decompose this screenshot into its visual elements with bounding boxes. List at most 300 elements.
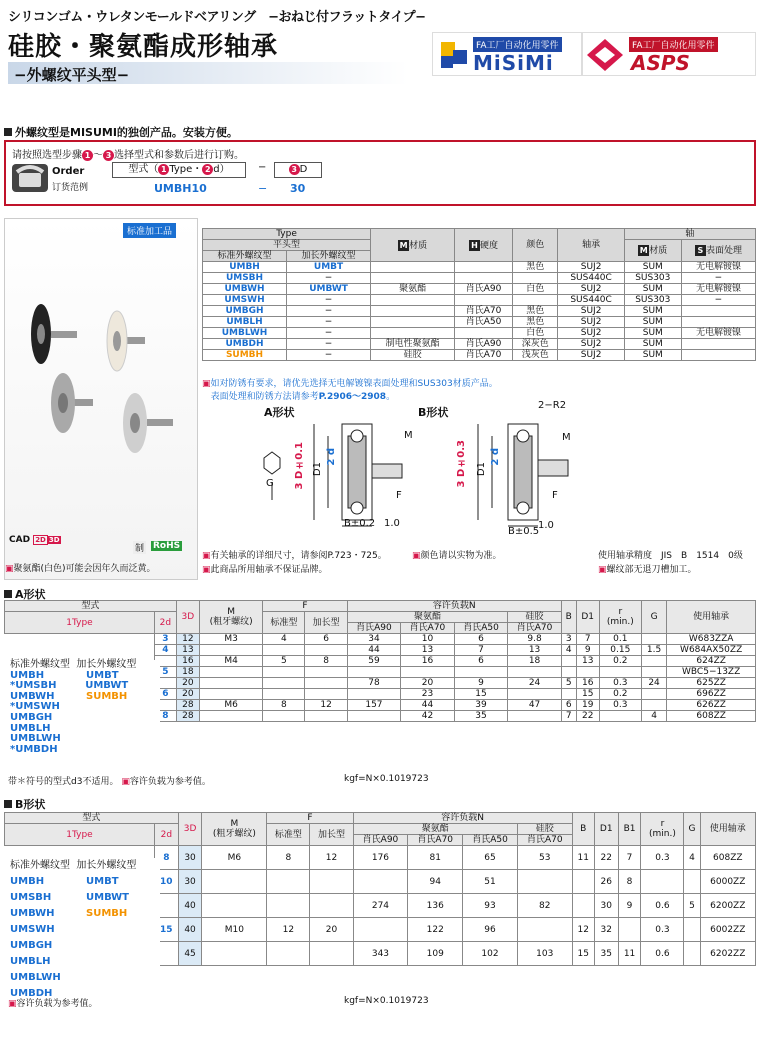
spec-cell xyxy=(371,295,455,306)
note-brand: ▣此商品所用轴承不保证品牌。 xyxy=(202,565,328,575)
drawing-m-b: M xyxy=(562,432,571,443)
spec-cell: 聚氨酯 xyxy=(371,284,455,295)
a-type-umblh: UMBLH xyxy=(10,722,51,734)
spec-cell: SUS440C xyxy=(558,273,624,284)
a-cell xyxy=(561,656,576,667)
b-cell: 274 xyxy=(353,894,408,918)
a-std-h: 标准型 xyxy=(263,612,305,634)
spec-cell: − xyxy=(287,273,371,284)
b-cell: 45 xyxy=(178,942,202,966)
drawing-a-label: A形状 xyxy=(264,406,295,419)
a-type-umsbh: UMSBH xyxy=(15,680,57,692)
a-D-h: 3D xyxy=(176,601,199,634)
b-type-umbwh: UMBWH xyxy=(10,908,55,919)
a-cell: 28 xyxy=(176,700,199,711)
note-urethane-text: 聚氨酯(白色)可能会因年久而泛黄。 xyxy=(13,564,156,574)
col1-post: ） xyxy=(219,164,230,175)
a-cell: 19 xyxy=(576,700,599,711)
b-cell: 0.3 xyxy=(641,918,684,942)
a-cell: 13 xyxy=(401,645,455,656)
a-cell: 9 xyxy=(576,645,599,656)
spec-cell: SUJ2 xyxy=(558,306,624,317)
spec-row xyxy=(203,273,756,284)
note-thread: ▣螺纹部无退刀槽加工。 xyxy=(598,565,697,575)
a-cell: 0.1 xyxy=(599,634,641,645)
b-cell: 51 xyxy=(463,870,518,894)
a-cell: M4 xyxy=(199,656,262,667)
a-ext-h: 加长型 xyxy=(305,612,347,634)
spec-note1: 如对防锈有要求，请优先选择无电解镀镍表面处理和SUS303材质产品。 xyxy=(210,379,498,389)
b-cell: 176 xyxy=(353,846,408,870)
a-cell: W684AX50ZZ xyxy=(667,645,756,656)
order-val-dash: − xyxy=(258,182,268,195)
note-brand-text: 此商品所用轴承不保证品牌。 xyxy=(210,565,328,575)
a-cell: 13 xyxy=(508,645,562,656)
instr-post: 选择型式和参数后进行订购。 xyxy=(114,150,244,161)
a-cell: 42 xyxy=(401,711,455,722)
spec-row xyxy=(203,317,756,328)
spec-cell: UMBH xyxy=(203,262,287,273)
b-cell xyxy=(353,918,408,942)
a-f-h: F xyxy=(263,601,347,612)
spec-cell: 深灰色 xyxy=(512,339,558,350)
b-cell: 9 xyxy=(618,894,641,918)
a-cell: 18 xyxy=(508,656,562,667)
spec-mat-h xyxy=(371,229,455,262)
misumi-logo xyxy=(432,32,582,76)
cad-label xyxy=(9,535,61,545)
b-type-umswh: UMSWH xyxy=(10,924,55,935)
drawing-one-a: 1.0 xyxy=(384,518,400,529)
note-bearing-detail: ▣有关轴承的详细尺寸，请参阅P.723・725。 xyxy=(202,551,387,561)
b-cell: 30 xyxy=(178,846,202,870)
b-cell: 40 xyxy=(178,894,202,918)
drawing-d-a: 3 D±0.1 xyxy=(294,442,305,490)
spec-cell: SUM xyxy=(624,317,681,328)
a-cell xyxy=(347,689,401,700)
a-type-umblwh: UMBLWH xyxy=(10,733,61,745)
b-b1-h: B1 xyxy=(618,813,641,846)
b-cell xyxy=(641,870,684,894)
a-bearing-h: 使用轴承 xyxy=(667,601,756,634)
drawing-one-b: 1.0 xyxy=(538,520,554,531)
spec-shaft-h: 轴 xyxy=(624,229,755,240)
mat-sq: M xyxy=(399,240,408,250)
b-cell: 81 xyxy=(408,846,463,870)
b-cell xyxy=(267,942,310,966)
a-cell xyxy=(561,689,576,700)
b-cell xyxy=(517,918,572,942)
a-cell xyxy=(305,667,347,678)
a-type-umbh: UMBH xyxy=(10,669,45,681)
spec-row xyxy=(203,306,756,317)
b-cell xyxy=(202,942,267,966)
b-cell: 35 xyxy=(594,942,618,966)
b-cell: 20 xyxy=(310,918,353,942)
a-cell: 15 xyxy=(454,689,508,700)
b-cell: 608ZZ xyxy=(700,846,755,870)
spec-cell: SUJ2 xyxy=(558,350,624,361)
a-cell: 4 xyxy=(263,634,305,645)
a-cell: M3 xyxy=(199,634,262,645)
a-cell: 5 xyxy=(263,656,305,667)
step3-badge: 3 xyxy=(103,150,114,161)
b-D-h: 3D xyxy=(178,813,202,846)
a-cell: 3 xyxy=(155,634,177,645)
spec-cell: SUS440C xyxy=(558,295,624,306)
a-h70b: 肖氏A70 xyxy=(508,623,562,634)
a-cell: 16 xyxy=(176,656,199,667)
a-cell xyxy=(199,711,262,722)
a-cell xyxy=(263,689,305,700)
a-cell xyxy=(599,711,641,722)
a-cell xyxy=(305,645,347,656)
a-cell xyxy=(454,667,508,678)
a-h70: 肖氏A70 xyxy=(401,623,455,634)
a-type-l: 1Type xyxy=(5,612,155,634)
a-types-ext: 加长外螺纹型 xyxy=(76,659,137,670)
spec-cell: SUM xyxy=(624,284,681,295)
a-cell: W683ZZA xyxy=(667,634,756,645)
spec-cell xyxy=(681,339,755,350)
b-h50: 肖氏A50 xyxy=(463,835,518,846)
a-cell: 28 xyxy=(176,711,199,722)
b-std-h: 标准型 xyxy=(267,824,310,846)
a-cell: 0.15 xyxy=(599,645,641,656)
spec-note2-end: 。 xyxy=(386,392,396,402)
b-cell: 8 xyxy=(618,870,641,894)
spec-cell: 白色 xyxy=(512,284,558,295)
b-cell xyxy=(684,918,700,942)
b-cell: M6 xyxy=(202,846,267,870)
a-note1: 带＊符号的型式d3不适用。 ▣容许负载为参考值。 xyxy=(8,777,211,787)
spec-cell: 肖氏A70 xyxy=(455,306,513,317)
order-val-type: UMBH10 xyxy=(154,182,207,195)
a-cell: 7 xyxy=(561,711,576,722)
a-g-h: G xyxy=(641,601,666,634)
a-d-l: 2d xyxy=(155,612,177,634)
a-cell xyxy=(347,711,401,722)
spec-cell: 黑色 xyxy=(512,306,558,317)
a-cell: 6 xyxy=(454,634,508,645)
drawing-d1-a: D1 xyxy=(312,462,323,477)
a-cell: 6 xyxy=(155,689,177,700)
a-m-sub: (粗牙螺纹) xyxy=(209,617,253,627)
spec-cell: SUM xyxy=(624,339,681,350)
b-type-umbdh: UMBDH xyxy=(10,988,53,999)
asps-diamond-icon xyxy=(585,37,625,73)
b-cell: 26 xyxy=(594,870,618,894)
b-cell xyxy=(310,894,353,918)
a-cell xyxy=(508,667,562,678)
asps-tag: FA工厂自动化用零件 xyxy=(629,37,718,52)
spec-cell: UMBT xyxy=(287,262,371,273)
a-r: r xyxy=(618,607,623,617)
bearings-image xyxy=(7,279,197,539)
hard-sq: H xyxy=(469,240,480,251)
mat-text: 材质 xyxy=(409,240,428,251)
b-cell: M10 xyxy=(202,918,267,942)
col1-d: d xyxy=(213,164,220,175)
a-table-row xyxy=(5,634,756,645)
spec-cell: UMBGH xyxy=(203,306,287,317)
spec-flat-h: 平头型 xyxy=(203,240,371,251)
a-cell: 5 xyxy=(561,678,576,689)
spec-bearing-h: 轴承 xyxy=(558,229,624,262)
a-cell xyxy=(576,667,599,678)
spec-cell xyxy=(455,273,513,284)
spec-cell xyxy=(512,273,558,284)
a-cell: 8 xyxy=(263,700,305,711)
b-cell xyxy=(572,870,594,894)
b-cell: 102 xyxy=(463,942,518,966)
page-subtitle: −外螺纹平头型− xyxy=(8,62,408,84)
a-cell: 5 xyxy=(155,667,177,678)
intro-text: 外螺纹型是MISUMI的独创产品。安装方便。 xyxy=(4,124,238,140)
a-cell: 3 xyxy=(561,634,576,645)
a-cell: 44 xyxy=(347,645,401,656)
spec-cell: 肖氏A90 xyxy=(455,284,513,295)
a-cell xyxy=(199,689,262,700)
header-jp: シリコンゴム・ウレタンモールドベアリング −おねじ付フラットタイプ− xyxy=(8,10,426,25)
b-cell: 65 xyxy=(463,846,518,870)
b-h90: 肖氏A90 xyxy=(353,835,408,846)
spec-row xyxy=(203,339,756,350)
spec-cell: − xyxy=(287,306,371,317)
spec-cell: SUS303 xyxy=(624,273,681,284)
spec-cell xyxy=(371,262,455,273)
spec-cell: SUM xyxy=(624,262,681,273)
a-cell: 13 xyxy=(176,645,199,656)
spec-cell: 无电解镀镍 xyxy=(681,262,755,273)
a-m: M xyxy=(227,607,235,617)
a-cell: 34 xyxy=(347,634,401,645)
b-d1-h: D1 xyxy=(594,813,618,846)
a-h90: 肖氏A90 xyxy=(347,623,401,634)
asps-wordmark: ASPS xyxy=(631,51,690,75)
rohs-badge: RoHS xyxy=(153,541,181,551)
a-cell xyxy=(199,667,262,678)
a-cell: 18 xyxy=(176,667,199,678)
cad-2d-badge[interactable]: 2D xyxy=(35,536,46,544)
b-type-umbh: UMBH xyxy=(10,876,45,887)
spec-cell: SUJ2 xyxy=(558,339,624,350)
a-cell xyxy=(263,678,305,689)
b-cell: 10 xyxy=(155,870,179,894)
a-cell: 624ZZ xyxy=(667,656,756,667)
b-pu-h: 聚氨酯 xyxy=(353,824,517,835)
instr-sep: 〜 xyxy=(93,150,103,161)
b-note1: ▣容许负载为参考值。 xyxy=(8,999,98,1009)
spec-cell xyxy=(455,262,513,273)
a-cell: 8 xyxy=(155,711,177,722)
hard-text: 硬度 xyxy=(479,240,498,251)
b-type-umblwh: UMBLWH xyxy=(10,972,61,983)
spec-cell: UMBWT xyxy=(287,284,371,295)
b-cell: 6200ZZ xyxy=(700,894,755,918)
spec-cell: SUJ2 xyxy=(558,317,624,328)
b-cell: 6000ZZ xyxy=(700,870,755,894)
b-f-h: F xyxy=(267,813,353,824)
step2-badge: 2 xyxy=(202,164,213,175)
b-cell: 7 xyxy=(618,846,641,870)
spec-cell xyxy=(371,317,455,328)
spec-cell: − xyxy=(287,295,371,306)
a-cell xyxy=(401,667,455,678)
a-load-h: 容许负载N xyxy=(347,601,561,612)
spec-hard-h xyxy=(455,229,513,262)
b-cell: 0.6 xyxy=(641,942,684,966)
b-load-h: 容许负载N xyxy=(353,813,572,824)
drawing-g: G xyxy=(266,478,274,489)
spec-cell xyxy=(681,306,755,317)
spec-cell: SUM xyxy=(624,350,681,361)
spec-cell xyxy=(371,306,455,317)
a-type-umbt: UMBT xyxy=(86,669,119,681)
a-m-h xyxy=(199,601,262,634)
spec-cell: 无电解镀镍 xyxy=(681,284,755,295)
a-cell: 12 xyxy=(305,700,347,711)
a-cell xyxy=(199,645,262,656)
b-cell xyxy=(618,918,641,942)
b-type-list xyxy=(10,858,160,1002)
order-example xyxy=(4,140,756,206)
a-cell: 7 xyxy=(454,645,508,656)
spec-cell: SUJ2 xyxy=(558,284,624,295)
spec-row xyxy=(203,328,756,339)
b-cell xyxy=(267,894,310,918)
a-cell: 8 xyxy=(305,656,347,667)
a-cell: 47 xyxy=(508,700,562,711)
spec-cell: − xyxy=(287,328,371,339)
b-b-h: B xyxy=(572,813,594,846)
a-cell: 24 xyxy=(641,678,666,689)
spec-table xyxy=(202,228,756,361)
drawing-r2: 2−R2 xyxy=(538,400,567,411)
b-m: M xyxy=(230,819,239,829)
order-val-d: 30 xyxy=(290,182,306,195)
a-cell: 9 xyxy=(454,678,508,689)
col1-mid: ・ xyxy=(192,164,203,175)
cube-icon xyxy=(437,38,471,72)
a-cell: 10 xyxy=(401,634,455,645)
b-type-umblh: UMBLH xyxy=(10,956,51,967)
a-pu-h: 聚氨酯 xyxy=(347,612,508,623)
b-cell xyxy=(684,870,700,894)
spec-cell: UMSBH xyxy=(203,273,287,284)
a-type-cell xyxy=(5,634,155,645)
standard-badge: 标准加工品 xyxy=(123,223,176,238)
b-g-h: G xyxy=(684,813,700,846)
b-m-h xyxy=(202,813,267,846)
note-color-text: 颜色请以实物为准。 xyxy=(420,551,502,561)
b-cell: 122 xyxy=(408,918,463,942)
order-label-cn: 订货范例 xyxy=(52,183,89,193)
spec-row xyxy=(203,262,756,273)
b-cell: 82 xyxy=(517,894,572,918)
spec-note2-link[interactable]: P.2906〜2908 xyxy=(318,392,387,402)
cad-3d-badge[interactable]: 3D xyxy=(48,536,60,544)
b-cell: 12 xyxy=(267,918,310,942)
b-m-sub: (粗牙螺纹) xyxy=(212,829,256,839)
b-r: r xyxy=(660,819,665,829)
spec-row xyxy=(203,295,756,306)
a-cell: 22 xyxy=(576,711,599,722)
a-cell xyxy=(347,667,401,678)
b-cell: 30 xyxy=(178,870,202,894)
a-d1-h: D1 xyxy=(576,601,599,634)
a-type-list: 标准外螺纹型 加长外螺纹型 UMBH UMBT *UMSBH UMBWT UMBWH SUMBH *UMSWH UMBGH UMBLH UMBLWH *UMBDH xyxy=(10,660,160,755)
step3b-badge: 3 xyxy=(289,164,300,175)
b-cell: 12 xyxy=(572,918,594,942)
spec-cell: 硅胶 xyxy=(371,350,455,361)
a-type-umbwt: UMBWT xyxy=(85,680,129,692)
drawing-f-b: F xyxy=(552,490,558,501)
page-title: 硅胶・聚氨酯成形轴承 xyxy=(8,32,279,62)
a-cell: 9.8 xyxy=(508,634,562,645)
b-r-h xyxy=(641,813,684,846)
spec-cell: UMBLWH xyxy=(203,328,287,339)
b-type-h: 型式 xyxy=(5,813,179,824)
spec-std-h: 标准外螺纹型 xyxy=(203,251,287,262)
a-cell: 4 xyxy=(561,645,576,656)
a-cell: 1.5 xyxy=(641,645,666,656)
order-label: Order xyxy=(52,166,85,177)
b-cell xyxy=(267,870,310,894)
spec-cell xyxy=(455,295,513,306)
step1b-badge: 1 xyxy=(158,164,169,175)
spec-cell: UMBLH xyxy=(203,317,287,328)
spec-cell xyxy=(681,350,755,361)
note-urethane: ▣聚氨酯(白色)可能会因年久而泛黄。 xyxy=(5,564,156,574)
a-type-umbwh: UMBWH xyxy=(10,690,55,702)
a-cell: M6 xyxy=(199,700,262,711)
a-cell xyxy=(641,634,666,645)
spec-cell: UMBWH xyxy=(203,284,287,295)
spec-cell xyxy=(455,328,513,339)
instr-pre: 请按照选型步骤 xyxy=(12,150,82,161)
spec-cell: 肖氏A70 xyxy=(455,350,513,361)
drawing-f-a: F xyxy=(396,490,402,501)
spec-color-h: 颜色 xyxy=(512,229,558,262)
spec-cell: UMBDH xyxy=(203,339,287,350)
b-ext-h: 加长型 xyxy=(310,824,353,846)
a-cell: 20 xyxy=(176,689,199,700)
b-cell: 53 xyxy=(517,846,572,870)
b-cell: 5 xyxy=(684,894,700,918)
a-cell: 35 xyxy=(454,711,508,722)
b-cell: 4 xyxy=(684,846,700,870)
a-cell: 23 xyxy=(401,689,455,700)
a-cell: 16 xyxy=(576,678,599,689)
surf-text: 表面处理 xyxy=(705,246,742,256)
a-cell xyxy=(599,667,641,678)
a-cell: 15 xyxy=(576,689,599,700)
spec-cell: 制电性聚氨酯 xyxy=(371,339,455,350)
a-b-h: B xyxy=(561,601,576,634)
a-type-sumbh: SUMBH xyxy=(86,690,128,702)
b-cell: 15 xyxy=(572,942,594,966)
smat-text: 材质 xyxy=(649,246,668,256)
b-cell: 8 xyxy=(267,846,310,870)
order-col-type xyxy=(112,162,246,178)
step1-badge: 1 xyxy=(82,150,93,161)
spec-cell: 白色 xyxy=(512,328,558,339)
spec-cell xyxy=(371,273,455,284)
a-note3: kgf=N×0.1019723 xyxy=(344,774,429,784)
b-cell: 11 xyxy=(618,942,641,966)
a-cell: 6 xyxy=(454,656,508,667)
